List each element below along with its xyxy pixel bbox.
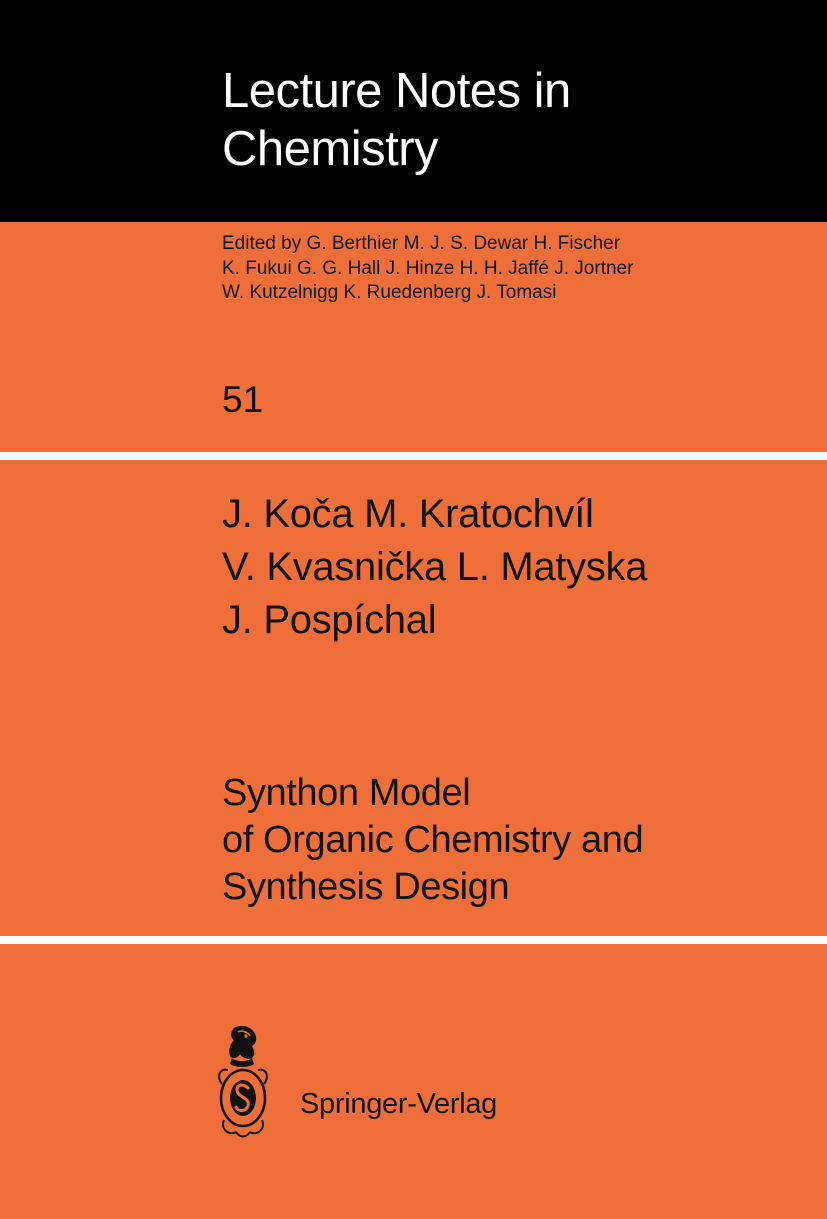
book-title-line: Synthon Model	[222, 772, 471, 814]
volume-number: 51	[222, 379, 264, 420]
divider-rule-top	[0, 452, 827, 460]
book-title-line: of Organic Chemistry and	[222, 819, 644, 861]
springer-knight-icon	[212, 1024, 274, 1140]
series-title	[222, 62, 571, 178]
authors-line: J. Koča M. Kratochvíl	[222, 492, 594, 536]
divider-rule-bottom	[0, 936, 827, 944]
editors-line: Edited by G. Berthier M. J. S. Dewar H. Fischer	[222, 233, 621, 254]
book-title-line: Synthesis Design	[222, 866, 510, 908]
authors-line: J. Pospíchal	[222, 598, 437, 642]
book-title	[222, 770, 643, 911]
series-header-band	[0, 0, 827, 222]
publisher-name: Springer-Verlag	[300, 1088, 497, 1120]
series-title-line: Chemistry	[222, 122, 439, 176]
editors-line: K. Fukui G. G. Hall J. Hinze H. H. Jaffé J. Jortner	[222, 257, 634, 279]
editors-block	[222, 232, 633, 306]
authors-line: V. Kvasnička L. Matyska	[222, 545, 648, 589]
authors-block	[222, 488, 647, 647]
series-title-line: Lecture Notes in	[222, 64, 571, 118]
editors-line: W. Kutzelnigg K. Ruedenberg J. Tomasi	[222, 282, 557, 303]
